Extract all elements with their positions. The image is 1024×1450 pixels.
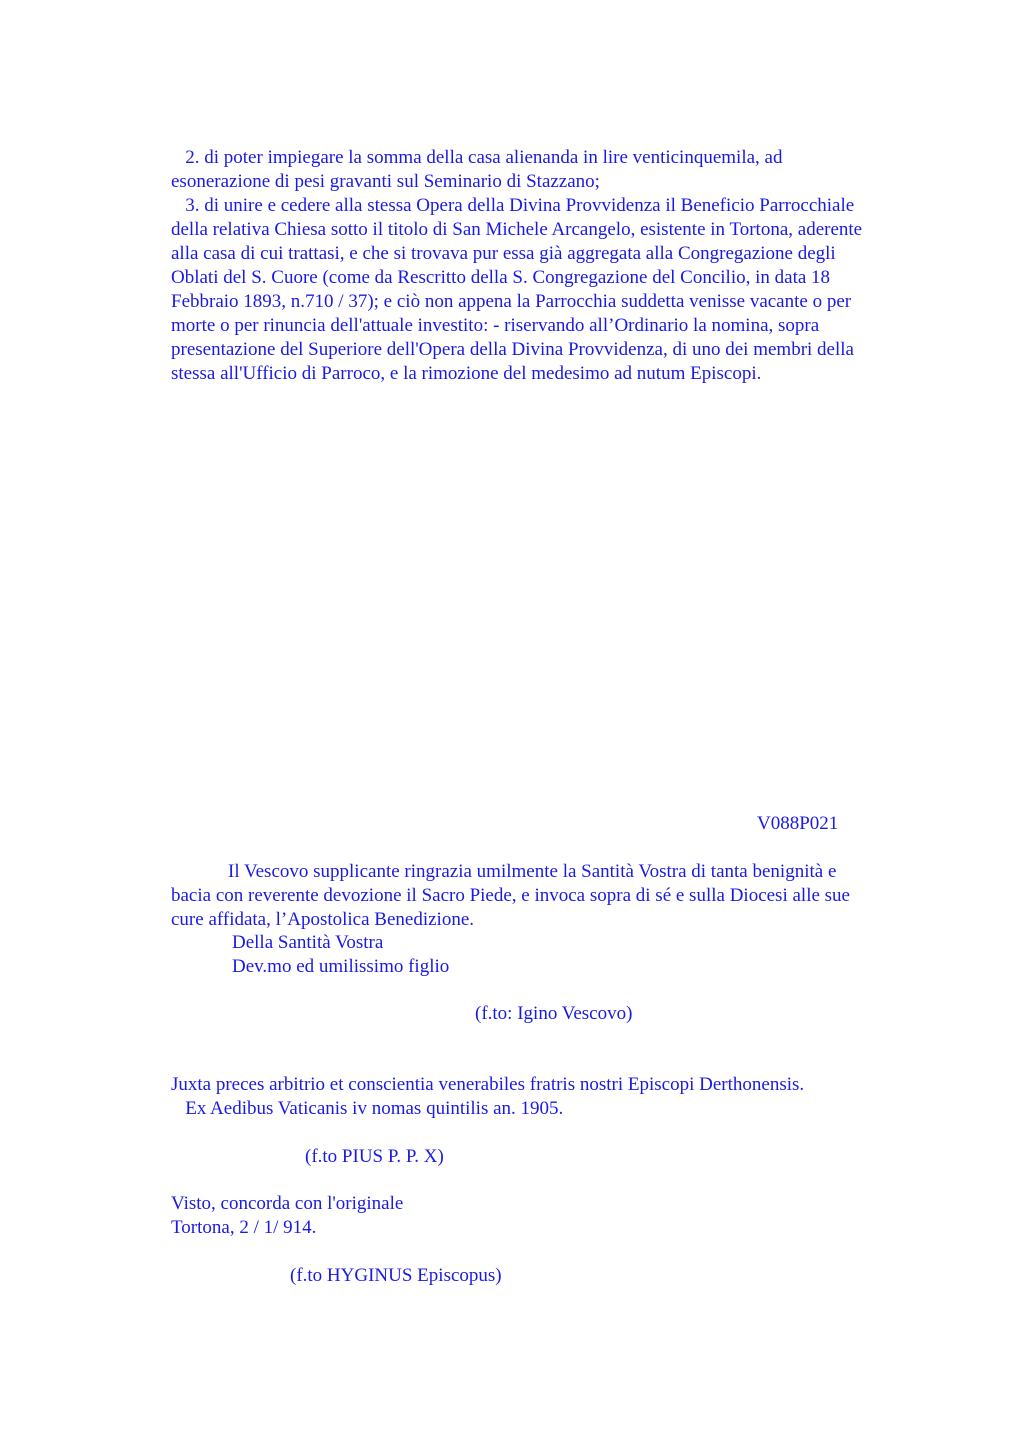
signature-hyginus: (f.to HYGINUS Episcopus) xyxy=(290,1265,502,1286)
petition-line: presentazione del Superiore dell'Opera della Divina Provvidenza, di uno dei membri della xyxy=(171,339,854,360)
rescript-line: Ex Aedibus Vaticanis iv nomas quintilis an. 1905. xyxy=(171,1098,564,1119)
certification-line: Visto, concorda con l'originale xyxy=(171,1193,404,1214)
petition-line: 2. di poter impiegare la somma della casa alienanda in lire venticinquemila, ad xyxy=(171,147,783,168)
rescript-line: Juxta preces arbitrio et conscientia venerabiles fratris nostri Episcopi Derthonensis. xyxy=(171,1074,805,1095)
page-code: V088P021 xyxy=(757,813,839,834)
salutation-line: Dev.mo ed umilissimo figlio xyxy=(232,956,450,977)
petition-line: alla casa di cui trattasi, e che si trovava pur essa già aggregata alla Congregazione degli xyxy=(171,243,836,264)
petition-line: Oblati del S. Cuore (come da Rescritto della S. Congregazione del Concilio, in data 18 xyxy=(171,267,831,288)
petition-line: della relativa Chiesa sotto il titolo di San Michele Arcangelo, esistente in Tortona, aderente xyxy=(171,219,863,240)
petition-items xyxy=(171,146,941,386)
petition-line: stessa all'Ufficio di Parroco, e la rimozione del medesimo ad nutum Episcopi. xyxy=(171,363,762,384)
closing-line: cure affidata, l’Apostolica Benedizione. xyxy=(171,909,474,930)
closing-line: bacia con reverente devozione il Sacro Piede, e invoca sopra di sé e sulla Diocesi alle sue xyxy=(171,885,850,906)
certification-line: Tortona, 2 / 1/ 914. xyxy=(171,1217,317,1238)
closing-line: Il Vescovo supplicante ringrazia umilmente la Santità Vostra di tanta benignità e xyxy=(171,861,837,882)
signature-pope: (f.to PIUS P. P. X) xyxy=(305,1146,444,1167)
signature-bishop: (f.to: Igino Vescovo) xyxy=(475,1003,633,1024)
certification xyxy=(171,1192,941,1240)
petition-line: 3. di unire e cedere alla stessa Opera della Divina Provvidenza il Beneficio Parrocchiale xyxy=(171,195,855,216)
closing-paragraph xyxy=(171,860,941,932)
petition-line: Febbraio 1893, n.710 / 37); e ciò non appena la Parrocchia suddetta venisse vacante o per xyxy=(171,291,852,312)
petition-line: esonerazione di pesi gravanti sul Seminario di Stazzano; xyxy=(171,171,600,192)
salutation xyxy=(232,931,832,979)
rescript xyxy=(171,1073,941,1121)
petition-line: morte o per rinuncia dell'attuale investito: - riservando all’Ordinario la nomina, sopra xyxy=(171,315,820,336)
salutation-line: Della Santità Vostra xyxy=(232,932,384,953)
